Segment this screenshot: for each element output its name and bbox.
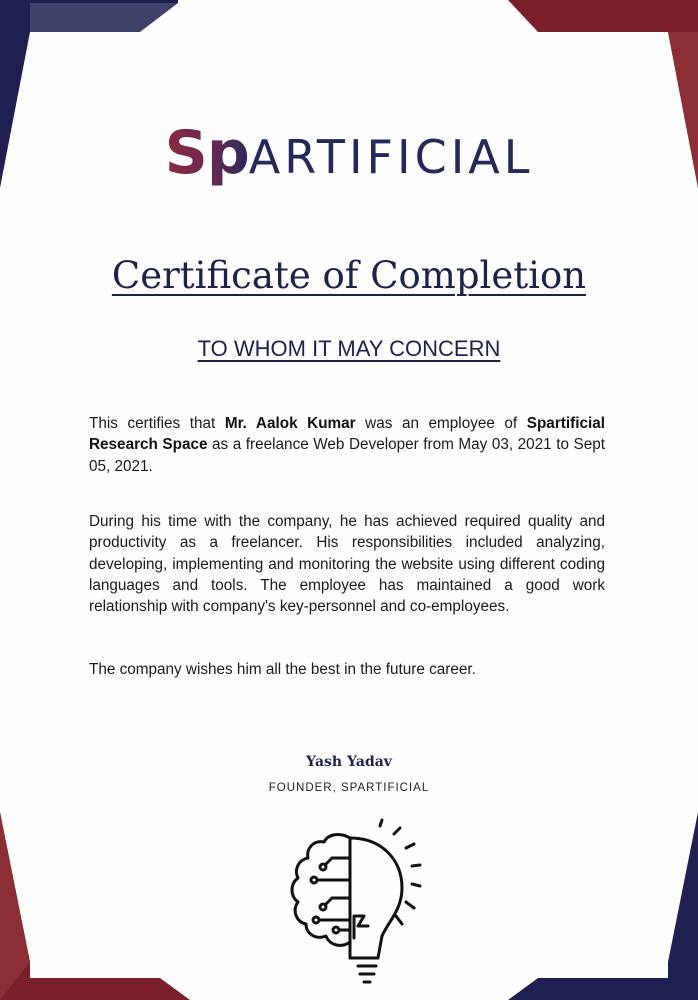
signatory-role: FOUNDER, SPARTIFICIAL — [268, 782, 430, 794]
company-name: Spartificial Research Space — [89, 415, 605, 454]
p1-text-2: was an employee of — [355, 415, 527, 432]
certification-paragraph — [89, 413, 605, 477]
performance-paragraph: During his time with the company, he has achieved required quality and productivity as a freelancer. His responsibilities included analyzing, developing, implementing and monitoring the website using different coding languages and tools. The employee has maintained a good work relationship with company's key-personnel and co-employees. — [89, 513, 605, 616]
company-logo — [0, 118, 698, 198]
employee-name: Mr. Aalok Kumar — [224, 415, 356, 432]
logo-bold-text: Sp — [164, 118, 249, 188]
signatory-name: Yash Yadav — [306, 754, 392, 770]
brain-lightbulb-icon — [270, 818, 430, 988]
certificate-title: Certificate of Completion — [111, 254, 587, 297]
p1-text-3: as a freelance Web Developer from May 03, 2021 to Sept 05, 2021. — [89, 436, 605, 475]
p1-text-1: This certifies that — [89, 415, 225, 432]
wishes-paragraph: The company wishes him all the best in the future career. — [89, 661, 476, 678]
logo-light-text: ARTIFICIAL — [248, 130, 534, 184]
corner-decoration-bottom-right — [508, 810, 698, 1000]
corner-decoration-bottom-left — [0, 810, 190, 1000]
salutation: TO WHOM IT MAY CONCERN — [197, 336, 501, 361]
